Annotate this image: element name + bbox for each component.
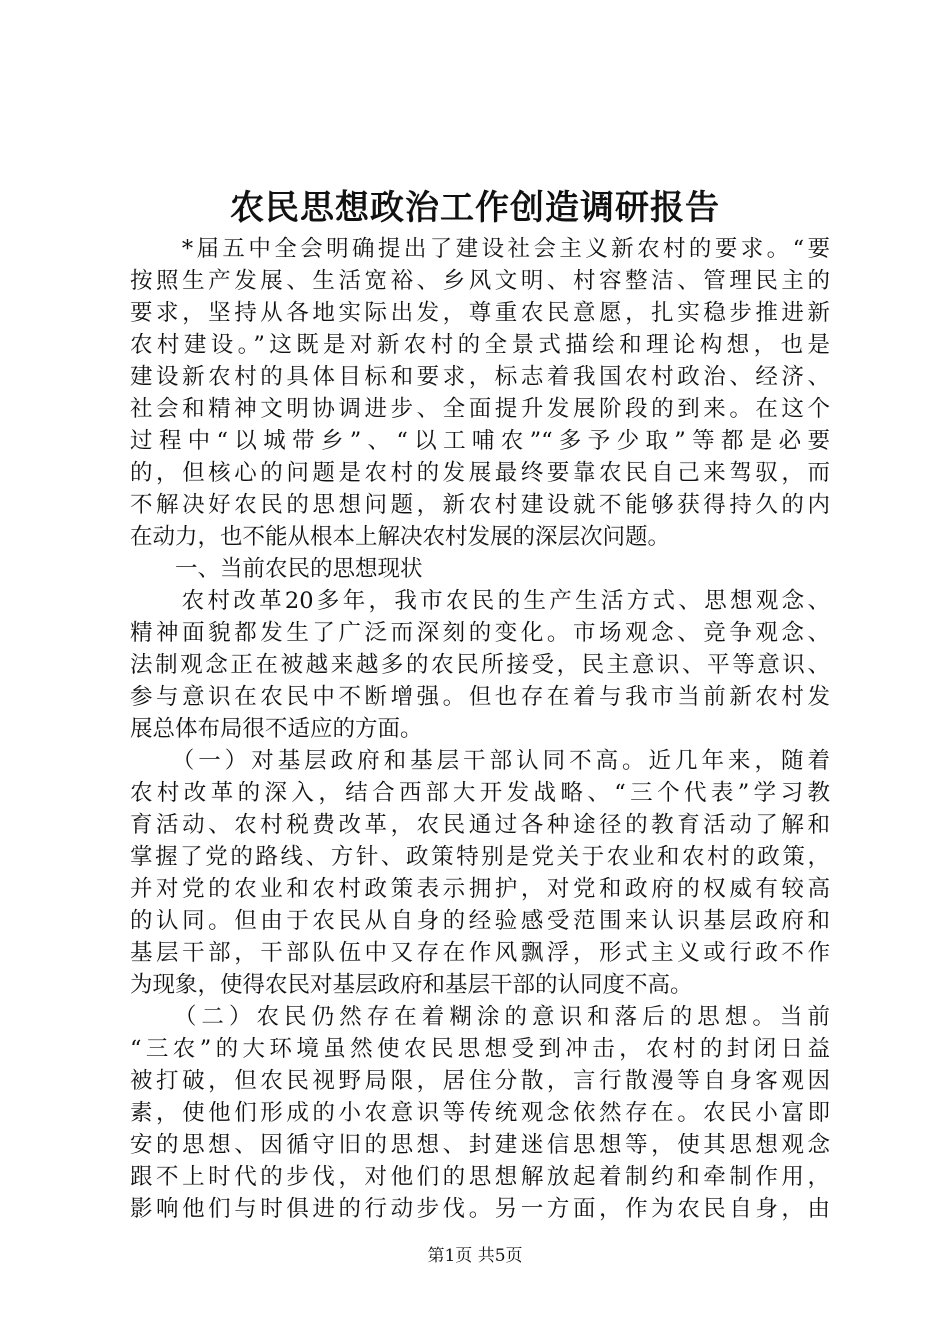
text-line: 参与意识在农民中不断增强。但也存在着与我市当前新农村发 — [130, 684, 830, 710]
text-line: 展总体布局很不适应的方面。 — [130, 716, 423, 742]
text-line: 跟不上时代的步伐，对他们的思想解放起着制约和牵制作用， — [130, 1164, 830, 1190]
text-line: 影响他们与时俱进的行动步伐。另一方面，作为农民自身，由 — [130, 1196, 830, 1222]
section-heading: 一、当前农民的思想现状 — [130, 556, 423, 582]
text-line: 农村改革20多年，我市农民的生产生活方式、思想观念、 — [130, 588, 830, 614]
text-line: 并对党的农业和农村政策表示拥护，对党和政府的权威有较高 — [130, 876, 830, 902]
text-line: 为现象，使得农民对基层政府和基层干部的认同度不高。 — [130, 972, 693, 998]
text-line: （二）农民仍然存在着糊涂的意识和落后的思想。当前 — [130, 1004, 830, 1030]
document-body — [130, 233, 830, 1225]
document-title: 农民思想政治工作创造调研报告 — [230, 188, 720, 228]
text-line: 精神面貌都发生了广泛而深刻的变化。市场观念、竞争观念、 — [130, 620, 830, 646]
text-line: 农村改革的深入，结合西部大开发战略、“三个代表”学习教 — [130, 780, 830, 806]
text-line: 在动力，也不能从根本上解决农村发展的深层次问题。 — [130, 524, 671, 550]
text-line: *届五中全会明确提出了建设社会主义新农村的要求。“要 — [130, 236, 830, 262]
text-line: 建设新农村的具体目标和要求，标志着我国农村政治、经济、 — [130, 364, 830, 390]
text-line: 育活动、农村税费改革，农民通过各种途径的教育活动了解和 — [130, 812, 830, 838]
text-line: 过程中“以城带乡”、“以工哺农”“多予少取”等都是必要 — [130, 428, 830, 454]
text-line: 要求，坚持从各地实际出发，尊重农民意愿，扎实稳步推进新 — [130, 300, 830, 326]
page-footer: 第1页 共5页 — [427, 1246, 523, 1266]
text-line: “三农”的大环境虽然使农民思想受到冲击，农村的封闭日益 — [130, 1036, 830, 1062]
text-line: 被打破，但农民视野局限，居住分散，言行散漫等自身客观因 — [130, 1068, 830, 1094]
text-line: 按照生产发展、生活宽裕、乡风文明、村容整洁、管理民主的 — [130, 268, 830, 294]
text-line: 的，但核心的问题是农村的发展最终要靠农民自己来驾驭，而 — [130, 460, 830, 486]
text-line: 素，使他们形成的小农意识等传统观念依然存在。农民小富即 — [130, 1100, 830, 1126]
text-line: 农村建设。”这既是对新农村的全景式描绘和理论构想，也是 — [130, 332, 830, 358]
text-line: 掌握了党的路线、方针、政策特别是党关于农业和农村的政策， — [130, 844, 830, 870]
text-line: 基层干部，干部队伍中又存在作风飘浮，形式主义或行政不作 — [130, 940, 830, 966]
text-line: （一）对基层政府和基层干部认同不高。近几年来，随着 — [130, 748, 830, 774]
text-line: 安的思想、因循守旧的思想、封建迷信思想等，使其思想观念 — [130, 1132, 830, 1158]
text-line: 社会和精神文明协调进步、全面提升发展阶段的到来。在这个 — [130, 396, 830, 422]
text-line: 不解决好农民的思想问题，新农村建设就不能够获得持久的内 — [130, 492, 830, 518]
text-line: 的认同。但由于农民从自身的经验感受范围来认识基层政府和 — [130, 908, 830, 934]
text-line: 法制观念正在被越来越多的农民所接受，民主意识、平等意识、 — [130, 652, 830, 678]
